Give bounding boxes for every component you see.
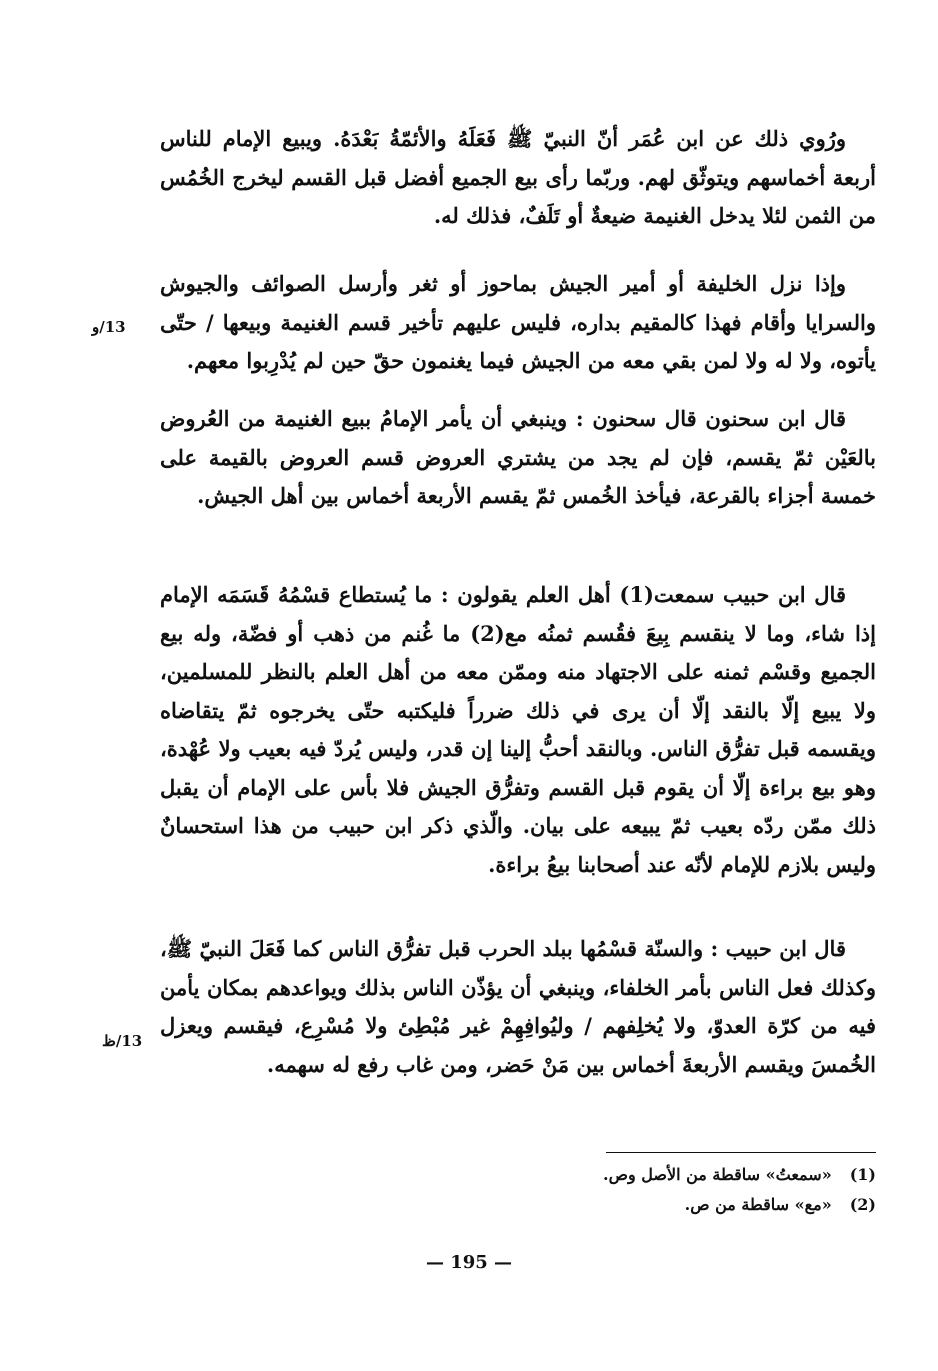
folio-marker-recto: 13/و bbox=[92, 318, 126, 336]
paragraph-2: وإذا نزل الخليفة أو أمير الجيش بماحوز أو ثغر وأرسل الصوائف والجيوش والسرايا وأقام فهذا كالمقيم بداره، فليس عليهم تأخير قسم الغنيمة وبيعها / حتّى يأتوه، ولا له ولا لمن بقي معه من الجيش فيما يغنمون حقّ حين لم يُدْرِبوا معهم. bbox=[160, 271, 876, 373]
footnote-2 bbox=[160, 1190, 876, 1220]
footnote-separator bbox=[606, 1152, 876, 1153]
paragraph-1: ورُوي ذلك عن ابن عُمَر أنّ النبيّ ﷺ فَعَلَهُ والأئمّةُ بَعْدَهُ. ويبيع الإمام للناس أربعة أخماسهم ويتوثّق لهم. وربّما رأى بيع الجميع أفضل قبل القسم ليخرج الخُمُس من الثمن لئلا يدخل الغنيمة ضيعةٌ أو تَلَفٌ، فذلك له. bbox=[160, 126, 876, 228]
folio-marker-verso: 13/ظ bbox=[102, 1032, 143, 1050]
page-number: — 195 — bbox=[425, 1252, 513, 1273]
footnote-text: «سمعتُ» ساقطة من الأصل وص. bbox=[603, 1165, 832, 1184]
footnote-number: (1) bbox=[849, 1165, 876, 1184]
paragraph-4: قال ابن حبيب سمعت(1) أهل العلم يقولون : ما يُستطاع قسْمُهُ قَسَمَه الإمام إذا شاء، وما لا ينقسم بِيعَ فقُسم ثمنُه مع(2) ما غُنم من ذهب أو فضّة، وله بيع الجميع وقسْم ثمنه على الاجتهاد منه وممّن معه من أهل العلم بالنظر للمسلمين، ولا يبيع إلّا بالنقد إلّا أن يرى في ذلك ضرراً فليكتبه حتّى يخرجوه ثمّ يتقاضاه ويقسمه قبل تفرُّق الناس. وبالنقد أحبُّ إلينا إن قدر، وليس يُردّ فيه بعيب ولا عُهْدة، وهو بيع براءة إلّا أن يقوم قبل القسم وتفرُّق الجيش فلا بأس على الإمام أن يقبل ذلك ممّن ردّه بعيب ثمّ يبيعه على بيان. والّذي ذكر ابن حبيب من هذا استحسانٌ وليس بلازم للإمام لأنّه عند أصحابنا بيعُ براءة. bbox=[160, 582, 876, 877]
footnote-1 bbox=[160, 1160, 876, 1190]
footnotes bbox=[160, 1160, 876, 1220]
footnote-text: «مع» ساقطة من ص. bbox=[684, 1195, 832, 1214]
paragraph-3: قال ابن سحنون قال سحنون : وينبغي أن يأمر الإمامُ ببيع الغنيمة من العُروض بالعَيْن ثمّ يقسم، فإن لم يجد من يشتري العروض قسم العروض بالقيمة على خمسة أجزاء بالقرعة، فيأخذ الخُمس ثمّ يقسم الأربعة أخماس بين أهل الجيش. bbox=[160, 406, 876, 508]
paragraph-5: قال ابن حبيب : والسنّة قسْمُها ببلد الحرب قبل تفرُّق الناس كما فَعَلَ النبيّ ﷺ، وكذلك فعل الناس بأمر الخلفاء، وينبغي أن يؤذّن الناس بذلك ويواعدهم بمكان يأمن فيه من كرّة العدوّ، ولا يُخلِفهم / وليُوافِهِمْ غير مُبْطِئ ولا مُسْرِع، فيقسم ويعزل الخُمسَ ويقسم الأربعةَ أخماس بين مَنْ حَضر، ومن غاب رفع له سهمه. bbox=[160, 936, 876, 1077]
footnote-number: (2) bbox=[849, 1195, 876, 1214]
